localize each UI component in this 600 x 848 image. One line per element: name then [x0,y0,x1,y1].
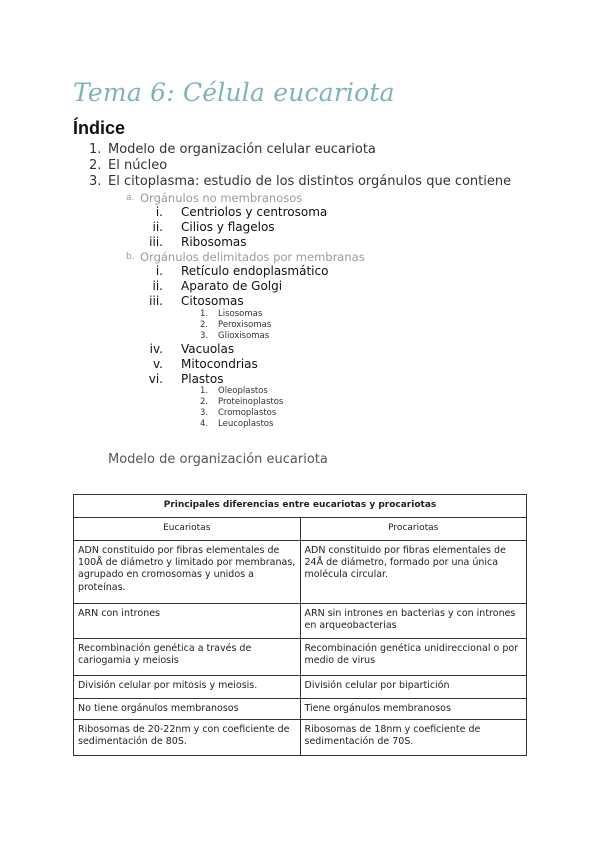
toc-number: 4. [200,419,209,429]
toc-text: Ribosomas [181,235,247,249]
table-cell: Tiene orgánulos membranosos [300,698,527,719]
toc-number: 2. [200,397,209,407]
toc-number: 1. [200,386,209,396]
toc-text: Proteinoplastos [218,397,284,407]
comparison-table [73,494,527,756]
table-row [74,540,527,603]
toc-number: v. [153,357,163,371]
table-row [74,675,527,698]
table-cell: ARN con intrones [74,603,301,638]
toc-text: El núcleo [108,158,168,173]
index-heading: Índice [73,118,126,138]
toc-text: Glioxisomas [218,331,270,341]
toc-text: Aparato de Golgi [181,279,283,293]
toc-number: i. [155,264,163,278]
toc-number: iv. [149,342,163,356]
toc-number: b. [126,252,135,262]
table-cell: ARN sin intrones en bacterias y con intrones en arqueobacterias [300,603,527,638]
table-cell: ADN constituido por fibras elementales de 24Å de diámetro, formado por una única molécula circular. [300,540,527,603]
toc-text: Orgánulos no membranosos [140,191,303,205]
toc-text: Cromoplastos [218,408,277,418]
table-caption: Principales diferencias entre eucariotas y procariotas [74,495,527,518]
toc-text: Orgánulos delimitados por membranas [140,250,365,264]
toc-text: Cilios y flagelos [181,220,275,234]
toc-text: Mitocondrias [181,357,258,371]
toc-number: ii. [152,279,163,293]
toc-text: Lisosomas [218,309,263,319]
column-header-eucariotas: Eucariotas [74,518,301,541]
toc-text: Plastos [181,372,224,386]
toc-text: Retículo endoplasmático [181,264,329,278]
toc-text: Vacuolas [181,342,235,356]
toc-number: iii. [149,235,163,249]
toc-number: a. [126,193,135,203]
table-row [74,698,527,719]
page-title: Tema 6: Célula eucariota [73,78,395,107]
toc-text: Leucoplastos [218,419,274,429]
toc-text: Oleoplastos [218,386,268,396]
toc-text: Peroxisomas [218,320,272,330]
toc-text: Centriolos y centrosoma [181,205,328,219]
toc-number: i. [155,205,163,219]
table-cell: Recombinación genética unidireccional o por medio de virus [300,638,527,675]
column-header-procariotas: Procariotas [300,518,527,541]
toc-number: 3. [200,331,209,341]
toc-text: Modelo de organización celular eucariota [108,142,376,157]
section-heading: Modelo de organización eucariota [108,452,328,467]
toc-number: 1. [89,142,102,157]
toc-number: iii. [149,294,163,308]
toc-number: 3. [89,174,102,189]
table-cell: No tiene orgánulos membranosos [74,698,301,719]
table-cell: División celular por bipartición [300,675,527,698]
toc-text: Citosomas [181,294,244,308]
table-cell: División celular por mitosis y meiosis. [74,675,301,698]
toc-number: 3. [200,408,209,418]
toc-number: vi. [148,372,163,386]
toc-number: 2. [200,320,209,330]
table-cell: Ribosomas de 20-22nm y con coeficiente de sedimentación de 80S. [74,720,301,756]
table-row [74,638,527,675]
table-cell: ADN constituido por fibras elementales de 100Å de diámetro y limitado por membranas, agrupado en cromosomas y unidos a proteínas. [74,540,301,603]
toc-number: ii. [152,220,163,234]
table-row [74,720,527,756]
toc-text: El citoplasma: estudio de los distintos orgánulos que contiene [108,174,512,189]
table-row [74,603,527,638]
table-cell: Recombinación genética a través de cariogamia y meiosis [74,638,301,675]
toc-number: 1. [200,309,209,319]
toc-number: 2. [89,158,102,173]
table-cell: Ribosomas de 18nm y coeficiente de sedimentación de 70S. [300,720,527,756]
